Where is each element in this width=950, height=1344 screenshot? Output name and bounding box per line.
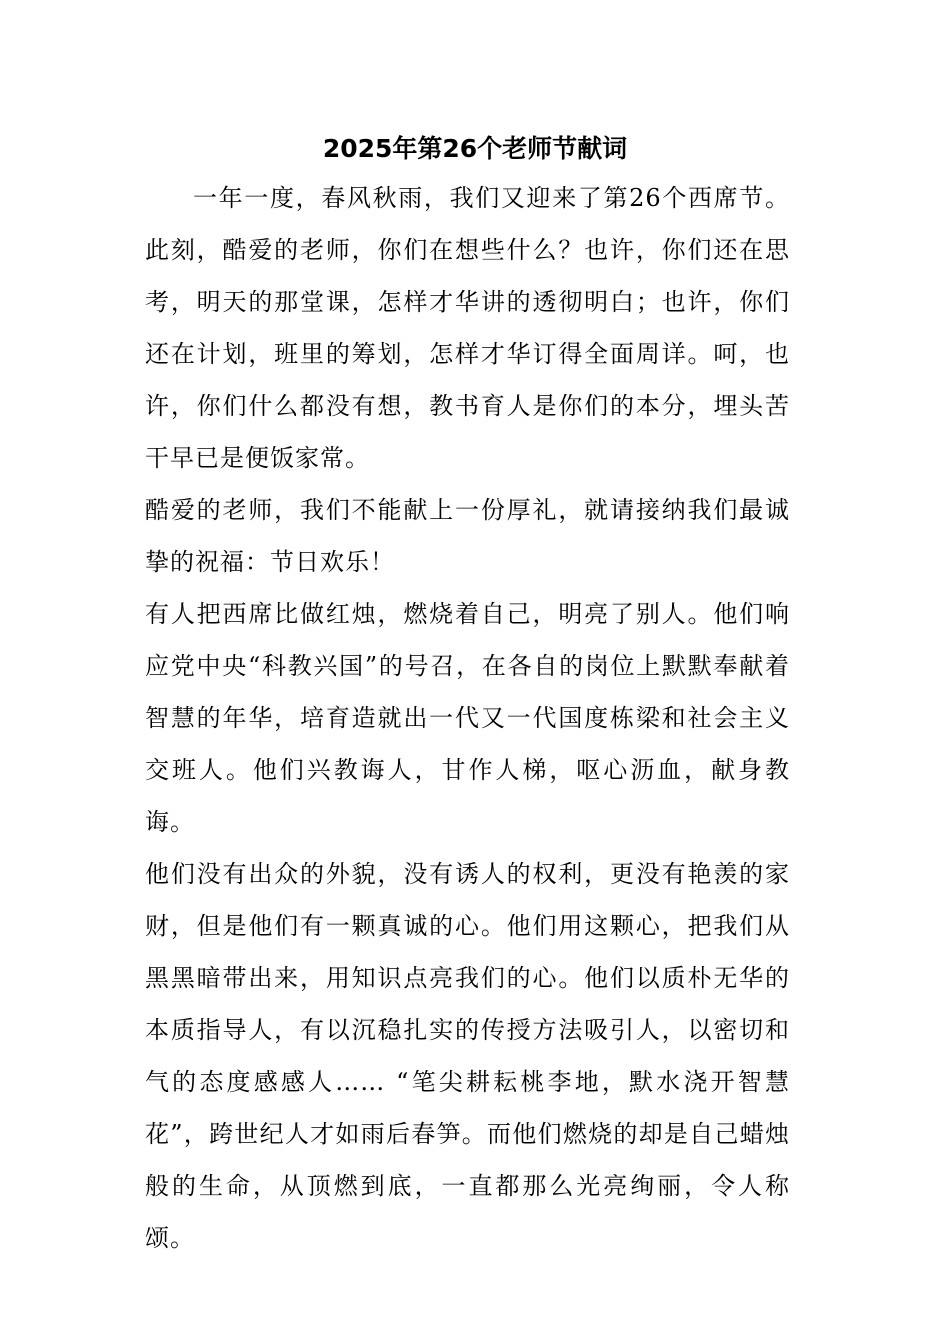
page-title: 2025年第26个老师节献词: [322, 134, 628, 163]
paragraph-4: 他们没有出众的外貌，没有诱人的权利，更没有艳羡的家财，但是他们有一颗真诚的心。他们用这颗心，把我们从黑黑暗带出来，用知识点亮我们的心。他们以质朴无华的本质指导人，有以沉稳扎实的传授方法吸引人，以密切和气的态度感感人…… “笔尖耕耘桃李地，默水浇开智慧花”，跨世纪人才如雨后春笋。而他们燃烧的却是自己蜡烛般的生命，从顶燃到底，一直都那么光亮绚丽，令人称颂。: [145, 860, 790, 1252]
paragraph-1: 一年一度，春风秋雨，我们又迎来了第26个西席节。此刻，酷爱的老师，你们在想些什么？也许，你们还在思考，明天的那堂课，怎样才华讲的透彻明白；也许，你们还在计划，班里的筹划，怎样才华订得全面周详。呵，也许，你们什么都没有想，教书育人是你们的本分，埋头苦干早已是便饭家常。: [145, 184, 790, 472]
paragraph-2: 酷爱的老师，我们不能献上一份厚礼，就请接纳我们最诚挚的祝福：节日欢乐！: [145, 496, 790, 576]
paragraph-3: 有人把西席比做红烛，燃烧着自己，明亮了别人。他们响应党中央“科教兴国”的号召，在各自的岗位上默默奉献着智慧的年华，培育造就出一代又一代国度栋梁和社会主义交班人。他们兴教诲人，甘作人梯，呕心沥血，献身教诲。: [145, 600, 790, 836]
body-text: [145, 172, 790, 1264]
